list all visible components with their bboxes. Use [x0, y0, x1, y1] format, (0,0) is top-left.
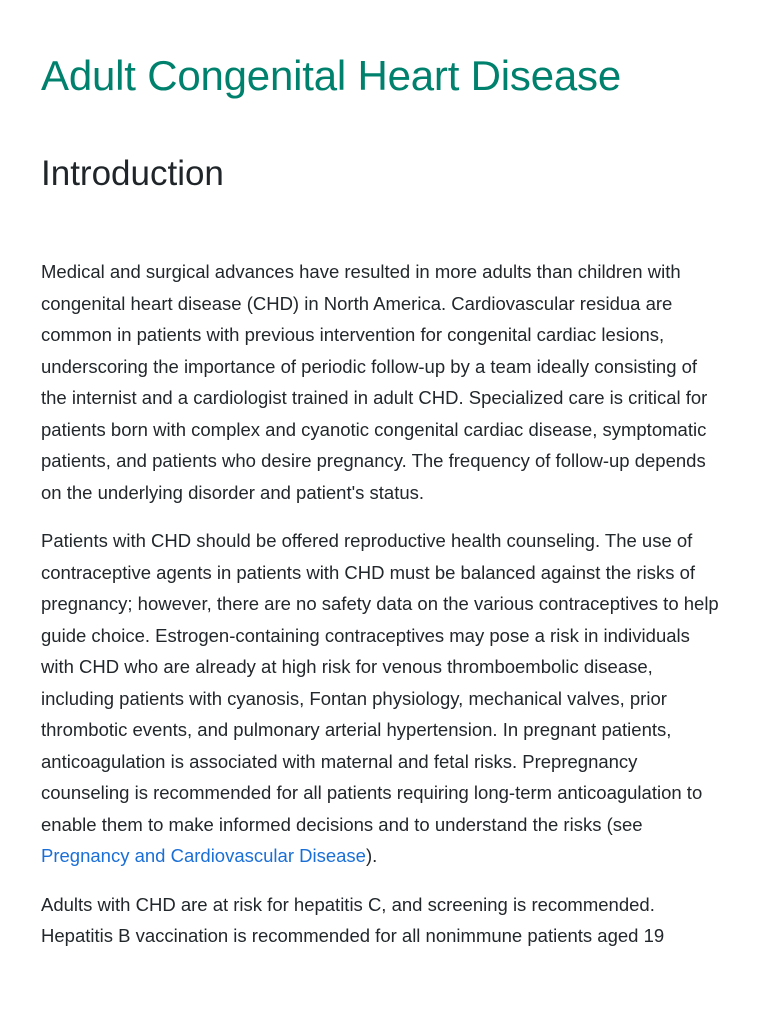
paragraph-2 [41, 525, 727, 872]
pregnancy-cardiovascular-disease-link[interactable]: Pregnancy and Cardiovascular Disease [41, 845, 366, 866]
article-page [41, 0, 727, 952]
section-heading-introduction: Introduction [41, 154, 224, 193]
paragraph-3: Adults with CHD are at risk for hepatitis C, and screening is recommended. Hepatitis B vaccination is recommended for all nonimmune patients aged 19 [41, 893, 665, 946]
paragraph-1: Medical and surgical advances have resulted in more adults than children with congenital heart disease (CHD) in North America. Cardiovascular residua are common in patients with previous intervention for congenital cardiac lesions, underscoring the importance of periodic follow-up by a team ideally consisting of the internist and a cardiologist trained in adult CHD. Specialized care is critical for patients born with complex and cyanotic congenital cardiac disease, symptomatic patients, and patients who desire pregnancy. The frequency of follow-up depends on the underlying disorder and patient's status. [41, 261, 708, 503]
paragraph-2-text-after: ). [365, 845, 378, 866]
paragraph-2-text-before: Patients with CHD should be offered reproductive health counseling. The use of contraceptive agents in patients with CHD must be balanced against the risks of pregnancy; however, there are no safety data on the various contraceptives to help guide choice. Estrogen-containing contraceptives may pose a risk in individuals with CHD who are already at high risk for venous thromboembolic disease, including patients with cyanosis, Fontan physiology, mechanical valves, prior thrombotic events, and pulmonary arterial hypertension. In pregnant patients, anticoagulation is associated with maternal and fetal risks. Prepregnancy counseling is recommended for all patients requiring long-term anticoagulation to enable them to make informed decisions and to understand the risks (see [41, 530, 719, 835]
page-title: Adult Congenital Heart Disease [41, 52, 621, 99]
